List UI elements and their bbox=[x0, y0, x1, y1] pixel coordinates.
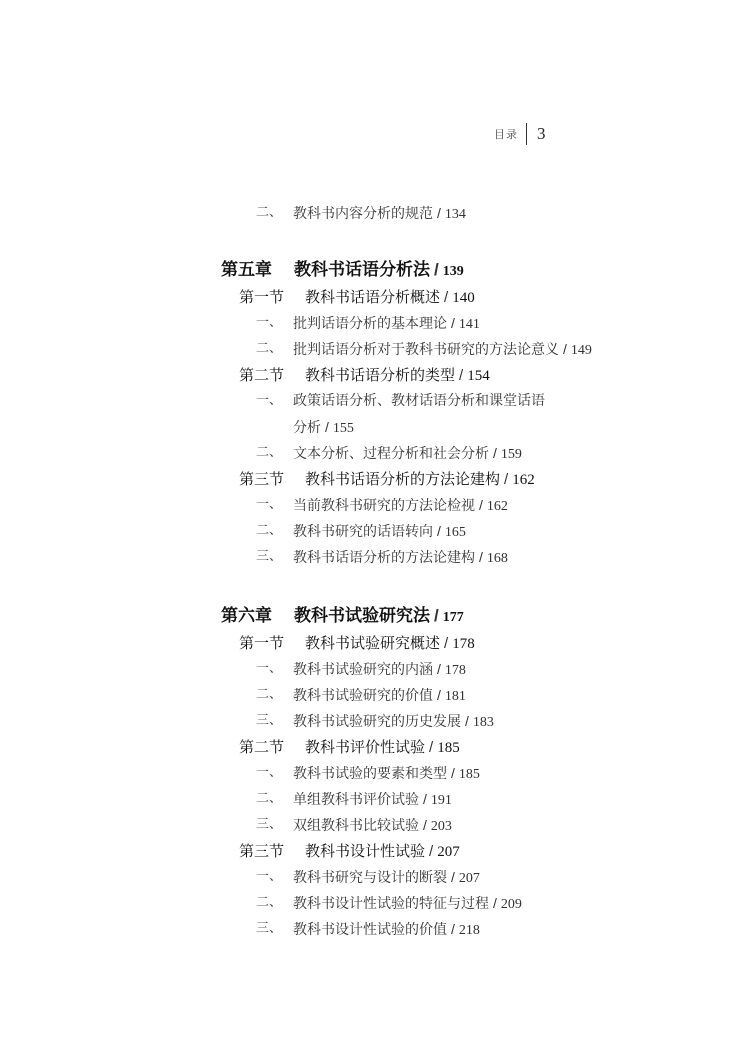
toc-entry-page: 185 bbox=[458, 767, 480, 782]
toc-entry-title-text: 教科书试验的要素和类型 bbox=[293, 766, 447, 782]
toc-entry-title-text: 教科书研究的话语转向 bbox=[293, 524, 433, 540]
toc-section-ch5-3[interactable] bbox=[0, 466, 750, 492]
toc-section-ch5-2[interactable] bbox=[0, 362, 750, 388]
toc-item-ch5-2-2[interactable] bbox=[0, 440, 750, 466]
toc-entry-page: 178 bbox=[452, 636, 475, 652]
toc-page-separator: / bbox=[493, 445, 497, 461]
toc-entry-number: 二、 bbox=[256, 895, 283, 910]
toc-page-separator: / bbox=[444, 289, 449, 306]
toc-entry-page: 209 bbox=[500, 897, 522, 912]
toc-entry-number: 一、 bbox=[256, 497, 283, 512]
toc-entry-title bbox=[293, 336, 592, 364]
toc-entry-number: 一、 bbox=[256, 315, 283, 330]
toc-entry-title-text: 教科书内容分析的规范 bbox=[293, 206, 433, 222]
toc-entry-number: 一、 bbox=[256, 661, 283, 676]
toc-entry-number: 一、 bbox=[256, 393, 283, 408]
toc-page-separator: / bbox=[451, 315, 455, 331]
toc-item-ch6-2-2[interactable] bbox=[0, 786, 750, 812]
toc-entry-number: 第五章 bbox=[221, 260, 272, 280]
toc-section-ch5-1[interactable] bbox=[0, 284, 750, 310]
toc-entry-page: 185 bbox=[437, 740, 460, 756]
toc-entry-title bbox=[293, 760, 480, 788]
toc-entry-title bbox=[293, 916, 480, 944]
toc-entry-title-text: 教科书话语分析的方法论建构 bbox=[305, 470, 501, 488]
toc-entry-number: 第二节 bbox=[239, 738, 285, 756]
toc-entry-page: 168 bbox=[486, 551, 508, 566]
toc-entry-title bbox=[305, 734, 460, 761]
toc-entry-number: 一、 bbox=[256, 869, 283, 884]
toc-entry-title bbox=[294, 602, 464, 632]
toc-entry-number: 二、 bbox=[256, 791, 283, 806]
toc-chapter-ch5[interactable] bbox=[0, 256, 750, 284]
toc-entry-number: 三、 bbox=[256, 713, 283, 728]
toc-item-ch6-2-3[interactable] bbox=[0, 812, 750, 838]
toc-entry-title-text: 教科书设计性试验的价值 bbox=[293, 922, 447, 938]
toc-entry-title-text: 教科书话语分析概述 bbox=[305, 288, 441, 306]
toc-page-separator: / bbox=[423, 817, 427, 833]
toc-entry-title bbox=[293, 492, 508, 520]
toc-entry-title-text: 教科书话语分析法 bbox=[294, 260, 430, 280]
toc-entry-title-text: 批判话语分析对于教科书研究的方法论意义 bbox=[293, 342, 559, 358]
toc-entry-page: 177 bbox=[442, 610, 464, 625]
toc-entry-title-text: 分析 bbox=[293, 420, 321, 436]
toc-entry-title-text: 教科书试验研究法 bbox=[294, 606, 430, 626]
toc-entry-title-text: 文本分析、过程分析和社会分析 bbox=[293, 446, 489, 462]
toc-page-separator: / bbox=[563, 341, 567, 357]
toc-item-ch6-3-3[interactable] bbox=[0, 916, 750, 942]
toc-page-separator: / bbox=[423, 791, 427, 807]
toc-entry-number: 二、 bbox=[256, 523, 283, 538]
toc-item-ch5-3-1[interactable] bbox=[0, 492, 750, 518]
toc-entry-title-text: 教科书话语分析的方法论建构 bbox=[293, 550, 475, 566]
toc-chapter-ch6[interactable] bbox=[0, 602, 750, 630]
toc-entry-title-text: 教科书试验研究概述 bbox=[305, 634, 441, 652]
toc-entry-title bbox=[305, 630, 475, 657]
toc-page-separator: / bbox=[437, 523, 441, 539]
toc-entry-page: 159 bbox=[500, 447, 522, 462]
toc-page-separator: / bbox=[429, 739, 434, 756]
toc-page-separator: / bbox=[437, 205, 441, 221]
toc-page-separator: / bbox=[444, 635, 449, 652]
toc-page-separator: / bbox=[434, 606, 439, 625]
toc-page-separator: / bbox=[465, 713, 469, 729]
toc-entry-page: 178 bbox=[444, 663, 466, 678]
toc-item-ch5-1-2[interactable] bbox=[0, 336, 750, 362]
toc-entry-page: 207 bbox=[437, 844, 460, 860]
toc-entry-page: 218 bbox=[458, 923, 480, 938]
toc-entry-number: 二、 bbox=[256, 341, 283, 356]
toc-entry-title-text: 批判话语分析的基本理论 bbox=[293, 316, 447, 332]
toc-page-separator: / bbox=[325, 419, 329, 435]
toc-entry-title-text: 双组教科书比较试验 bbox=[293, 818, 419, 834]
toc-entry-number: 第六章 bbox=[221, 606, 272, 626]
toc-entry-title bbox=[293, 544, 508, 572]
toc-entry-number: 第一节 bbox=[239, 288, 285, 306]
toc-entry-page: 141 bbox=[458, 317, 480, 332]
toc-entry-number: 三、 bbox=[256, 549, 283, 564]
toc-section-ch6-3[interactable] bbox=[0, 838, 750, 864]
toc-page-separator: / bbox=[437, 661, 441, 677]
toc-entry-title bbox=[293, 414, 354, 442]
toc-entry-page: 207 bbox=[458, 871, 480, 886]
toc-entry-number: 第三节 bbox=[239, 470, 285, 488]
header-divider bbox=[526, 123, 527, 145]
toc-entry-title bbox=[305, 466, 535, 493]
toc-entry-title bbox=[305, 284, 475, 311]
toc-entry-title bbox=[293, 518, 466, 546]
toc-item-ch5-2-1[interactable] bbox=[0, 388, 750, 414]
toc-cont-ch5-2-1b[interactable] bbox=[0, 414, 750, 440]
toc-item-c4-s-2[interactable] bbox=[0, 200, 750, 226]
toc-entry-title bbox=[294, 256, 464, 286]
toc-entry-title bbox=[293, 786, 452, 814]
toc-entry-page: 149 bbox=[570, 343, 592, 358]
toc-entry-title bbox=[293, 656, 466, 684]
toc-entry-number: 二、 bbox=[256, 205, 283, 220]
toc-entry-title bbox=[293, 440, 522, 468]
table-of-contents bbox=[0, 200, 750, 942]
toc-entry-page: 191 bbox=[430, 793, 452, 808]
toc-page-separator: / bbox=[429, 843, 434, 860]
toc-entry-title bbox=[305, 838, 460, 865]
toc-item-ch6-1-3[interactable] bbox=[0, 708, 750, 734]
toc-entry-title-text: 教科书设计性试验 bbox=[305, 842, 426, 860]
toc-entry-page: 183 bbox=[472, 715, 494, 730]
toc-entry-number: 二、 bbox=[256, 445, 283, 460]
running-header bbox=[494, 122, 546, 146]
toc-entry-page: 140 bbox=[452, 290, 475, 306]
toc-entry-number: 一、 bbox=[256, 765, 283, 780]
header-page-number: 3 bbox=[537, 124, 546, 143]
toc-entry-title-text: 教科书试验研究的价值 bbox=[293, 688, 433, 704]
toc-item-ch6-1-1[interactable] bbox=[0, 656, 750, 682]
toc-entry-number: 第一节 bbox=[239, 634, 285, 652]
toc-page-separator: / bbox=[451, 869, 455, 885]
toc-page-separator: / bbox=[504, 471, 509, 488]
toc-entry-title-text: 教科书研究与设计的断裂 bbox=[293, 870, 447, 886]
toc-entry-title-text: 教科书试验研究的历史发展 bbox=[293, 714, 461, 730]
toc-entry-number: 三、 bbox=[256, 921, 283, 936]
toc-entry-number: 二、 bbox=[256, 687, 283, 702]
toc-entry-title bbox=[293, 682, 466, 710]
toc-item-ch5-3-2[interactable] bbox=[0, 518, 750, 544]
toc-entry-title bbox=[305, 362, 490, 389]
toc-entry-title-text: 教科书设计性试验的特征与过程 bbox=[293, 896, 489, 912]
toc-item-ch5-1-1[interactable] bbox=[0, 310, 750, 336]
toc-entry-number: 第三节 bbox=[239, 842, 285, 860]
toc-page-separator: / bbox=[479, 549, 483, 565]
toc-item-ch6-1-2[interactable] bbox=[0, 682, 750, 708]
toc-entry-title bbox=[293, 890, 522, 918]
toc-entry-page: 154 bbox=[467, 368, 490, 384]
toc-entry-page: 139 bbox=[442, 264, 464, 279]
toc-entry-title bbox=[293, 200, 466, 228]
toc-page-separator: / bbox=[493, 895, 497, 911]
toc-section-ch6-1[interactable] bbox=[0, 630, 750, 656]
toc-item-ch6-2-1[interactable] bbox=[0, 760, 750, 786]
header-label: 目录 bbox=[494, 128, 518, 141]
toc-entry-page: 155 bbox=[332, 421, 354, 436]
toc-entry-title bbox=[293, 708, 494, 736]
toc-page-separator: / bbox=[459, 367, 464, 384]
toc-page-separator: / bbox=[437, 687, 441, 703]
toc-section-ch6-2[interactable] bbox=[0, 734, 750, 760]
toc-entry-title-text: 教科书评价性试验 bbox=[305, 738, 426, 756]
toc-entry-page: 181 bbox=[444, 689, 466, 704]
toc-item-ch5-3-3[interactable] bbox=[0, 544, 750, 570]
toc-entry-title-text: 当前教科书研究的方法论检视 bbox=[293, 498, 475, 514]
toc-entry-title bbox=[293, 388, 545, 414]
toc-entry-title bbox=[293, 310, 480, 338]
toc-entry-title-text: 单组教科书评价试验 bbox=[293, 792, 419, 808]
toc-page-separator: / bbox=[451, 921, 455, 937]
toc-entry-page: 134 bbox=[444, 207, 466, 222]
toc-entry-page: 203 bbox=[430, 819, 452, 834]
toc-page-separator: / bbox=[451, 765, 455, 781]
toc-item-ch6-3-1[interactable] bbox=[0, 864, 750, 890]
toc-entry-title-text: 教科书试验研究的内涵 bbox=[293, 662, 433, 678]
toc-entry-page: 162 bbox=[512, 472, 535, 488]
toc-entry-title bbox=[293, 812, 452, 840]
toc-entry-title bbox=[293, 864, 480, 892]
toc-entry-page: 165 bbox=[444, 525, 466, 540]
toc-page-separator: / bbox=[479, 497, 483, 513]
toc-item-ch6-3-2[interactable] bbox=[0, 890, 750, 916]
toc-entry-number: 三、 bbox=[256, 817, 283, 832]
toc-entry-title-text: 政策话语分析、教材话语分析和课堂话语 bbox=[293, 393, 545, 409]
toc-entry-title-text: 教科书话语分析的类型 bbox=[305, 366, 456, 384]
toc-page-separator: / bbox=[434, 260, 439, 279]
toc-entry-number: 第二节 bbox=[239, 366, 285, 384]
toc-entry-page: 162 bbox=[486, 499, 508, 514]
